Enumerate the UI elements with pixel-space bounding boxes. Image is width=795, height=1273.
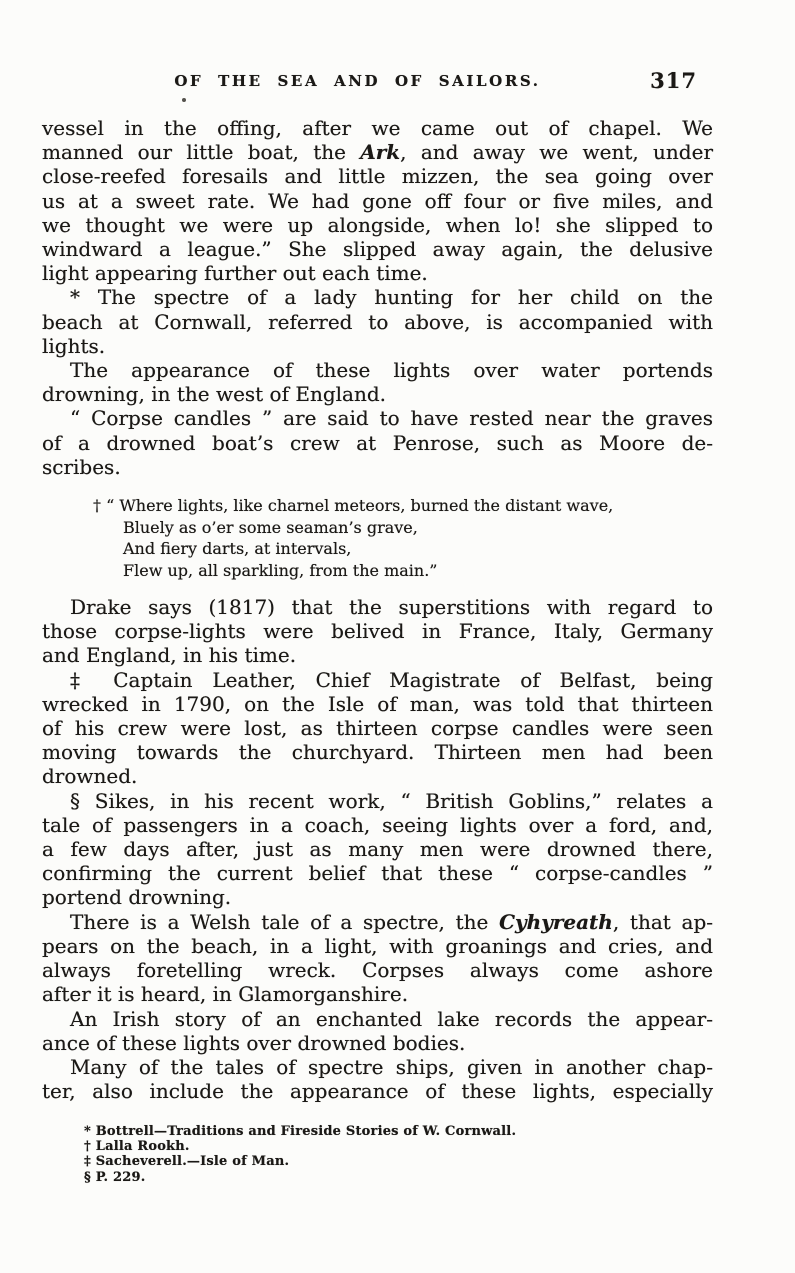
italic-term: Cyhyreath [499, 909, 613, 934]
running-head [42, 68, 713, 94]
text-line [42, 237, 713, 261]
text-line [42, 837, 713, 861]
text-segment: ance of these lights over drowned bodies. [42, 1030, 466, 1055]
paragraph [42, 595, 713, 668]
poem-line [42, 560, 713, 582]
paragraph [42, 668, 713, 789]
text-segment: And fiery darts, at intervals, [123, 539, 352, 559]
text-line [42, 716, 713, 740]
text-line [42, 764, 713, 788]
text-segment: , and away we went, under [400, 140, 714, 165]
text-segment: drowned. [42, 764, 138, 789]
text-line [42, 406, 713, 430]
text-segment: § P. 229. [84, 1169, 146, 1185]
text-segment: of a drowned boat’s crew at Penrose, such as Moore de- [42, 430, 713, 455]
text-line [42, 789, 713, 813]
text-segment: those corpse-lights were belived in France, Italy, Germany [42, 619, 713, 644]
paragraph [42, 1055, 713, 1103]
text-segment: ‡ Sacheverell.—Isle of Man. [84, 1154, 290, 1170]
text-line [42, 595, 713, 619]
text-segment: Many of the tales of spectre ships, given in another chap- [70, 1054, 713, 1079]
text-line [42, 310, 713, 334]
poem-line [42, 517, 713, 539]
footnote-line [84, 1124, 684, 1139]
text-line [42, 885, 713, 909]
text-segment: ‡ Captain Leather, Chief Magistrate of Belfast, being [70, 667, 713, 692]
text-segment: tale of passengers in a coach, seeing lights over a ford, and, [42, 812, 713, 837]
text-block [42, 116, 713, 1103]
text-line [42, 116, 713, 140]
text-line [42, 431, 713, 455]
text-line [42, 285, 713, 309]
text-segment: portend drowning. [42, 885, 232, 910]
paragraph [42, 406, 713, 479]
text-line [42, 934, 713, 958]
text-segment: always foretelling wreck. Corpses always come ashore [42, 958, 713, 983]
footnote-line [84, 1170, 684, 1185]
paragraph [42, 789, 713, 910]
text-line [42, 813, 713, 837]
footnotes [84, 1124, 684, 1185]
running-title: OF THE SEA AND OF SAILORS. [174, 72, 541, 90]
text-line [42, 358, 713, 382]
text-line [42, 982, 713, 1006]
ink-dot-artifact [182, 98, 186, 102]
text-segment: and England, in his time. [42, 643, 297, 668]
text-segment: vessel in the offing, after we came out of chapel. We [42, 116, 713, 140]
text-segment: a few days after, just as many men were drowned there, [42, 837, 713, 862]
text-segment: * The spectre of a lady hunting for her child on the [70, 285, 713, 310]
page-number: 317 [650, 68, 697, 93]
text-line [42, 1031, 713, 1055]
paragraph [42, 910, 713, 1007]
text-line [42, 619, 713, 643]
text-line [42, 382, 713, 406]
text-segment: Drake says (1817) that the superstitions with regard to [70, 595, 713, 620]
text-line [42, 189, 713, 213]
text-line [42, 1055, 713, 1079]
text-segment: † Lalla Rookh. [84, 1139, 190, 1155]
text-line [42, 668, 713, 692]
paragraph [42, 358, 713, 406]
text-line [42, 861, 713, 885]
text-line [42, 334, 713, 358]
poem-block [42, 495, 713, 581]
paragraph [42, 285, 713, 358]
text-segment: wrecked in 1790, on the Isle of man, was told that thirteen [42, 691, 713, 716]
text-segment: moving towards the churchyard. Thirteen men had been [42, 740, 713, 765]
text-segment: “ Corpse candles ” are said to have rested near the graves [70, 406, 713, 431]
text-segment: Bluely as o’er some seaman’s grave, [123, 517, 418, 537]
text-segment: light appearing further out each time. [42, 261, 428, 286]
paragraph [42, 116, 713, 285]
text-segment: Flew up, all sparkling, from the main.” [123, 560, 438, 580]
text-line [42, 740, 713, 764]
text-segment: close-reefed foresails and little mizzen, the sea going over [42, 164, 713, 189]
text-segment: manned our little boat, the [42, 140, 361, 165]
text-line [42, 1007, 713, 1031]
paragraph [42, 1007, 713, 1055]
text-segment: beach at Cornwall, referred to above, is accompanied with [42, 309, 713, 334]
poem-line [42, 495, 713, 517]
text-segment: An Irish story of an enchanted lake records the appear- [70, 1006, 713, 1031]
text-segment: * Bottrell—Traditions and Fireside Stories of W. Cornwall. [84, 1124, 517, 1139]
text-segment: windward a league.” She slipped away again, the delusive [42, 237, 713, 262]
text-line [42, 910, 713, 934]
text-line [42, 455, 713, 479]
footnote-line [84, 1139, 684, 1154]
text-line [42, 643, 713, 667]
text-line [42, 692, 713, 716]
text-line [42, 140, 713, 164]
text-segment: There is a Welsh tale of a spectre, the [70, 909, 500, 934]
text-line [42, 164, 713, 188]
text-segment: pears on the beach, in a light, with groanings and cries, and [42, 933, 713, 958]
footnote-line [84, 1154, 684, 1169]
text-segment: drowning, in the west of England. [42, 382, 387, 407]
text-line [42, 261, 713, 285]
text-segment: we thought we were up alongside, when lo! she slipped to [42, 212, 713, 237]
text-segment: scribes. [42, 454, 121, 479]
text-segment: , that ap- [612, 909, 714, 934]
text-segment: after it is heard, in Glamorganshire. [42, 982, 409, 1007]
text-segment: The appearance of these lights over water portends [70, 358, 713, 383]
text-line [42, 213, 713, 237]
poem-line [42, 538, 713, 560]
text-segment: lights. [42, 333, 106, 358]
italic-term: Ark [360, 140, 401, 165]
text-segment: us at a sweet rate. We had gone off four or five miles, and [42, 188, 713, 213]
text-segment: † “ Where lights, like charnel meteors, burned the distant wave, [93, 496, 614, 516]
text-segment: ter, also include the appearance of these lights, especially [42, 1079, 713, 1104]
text-line [42, 958, 713, 982]
text-segment: of his crew were lost, as thirteen corpse candles were seen [42, 716, 713, 741]
text-segment: § Sikes, in his recent work, “ British Goblins,” relates a [70, 788, 713, 813]
text-line [42, 1079, 713, 1103]
text-segment: confirming the current belief that these “ corpse-candles ” [42, 861, 713, 886]
